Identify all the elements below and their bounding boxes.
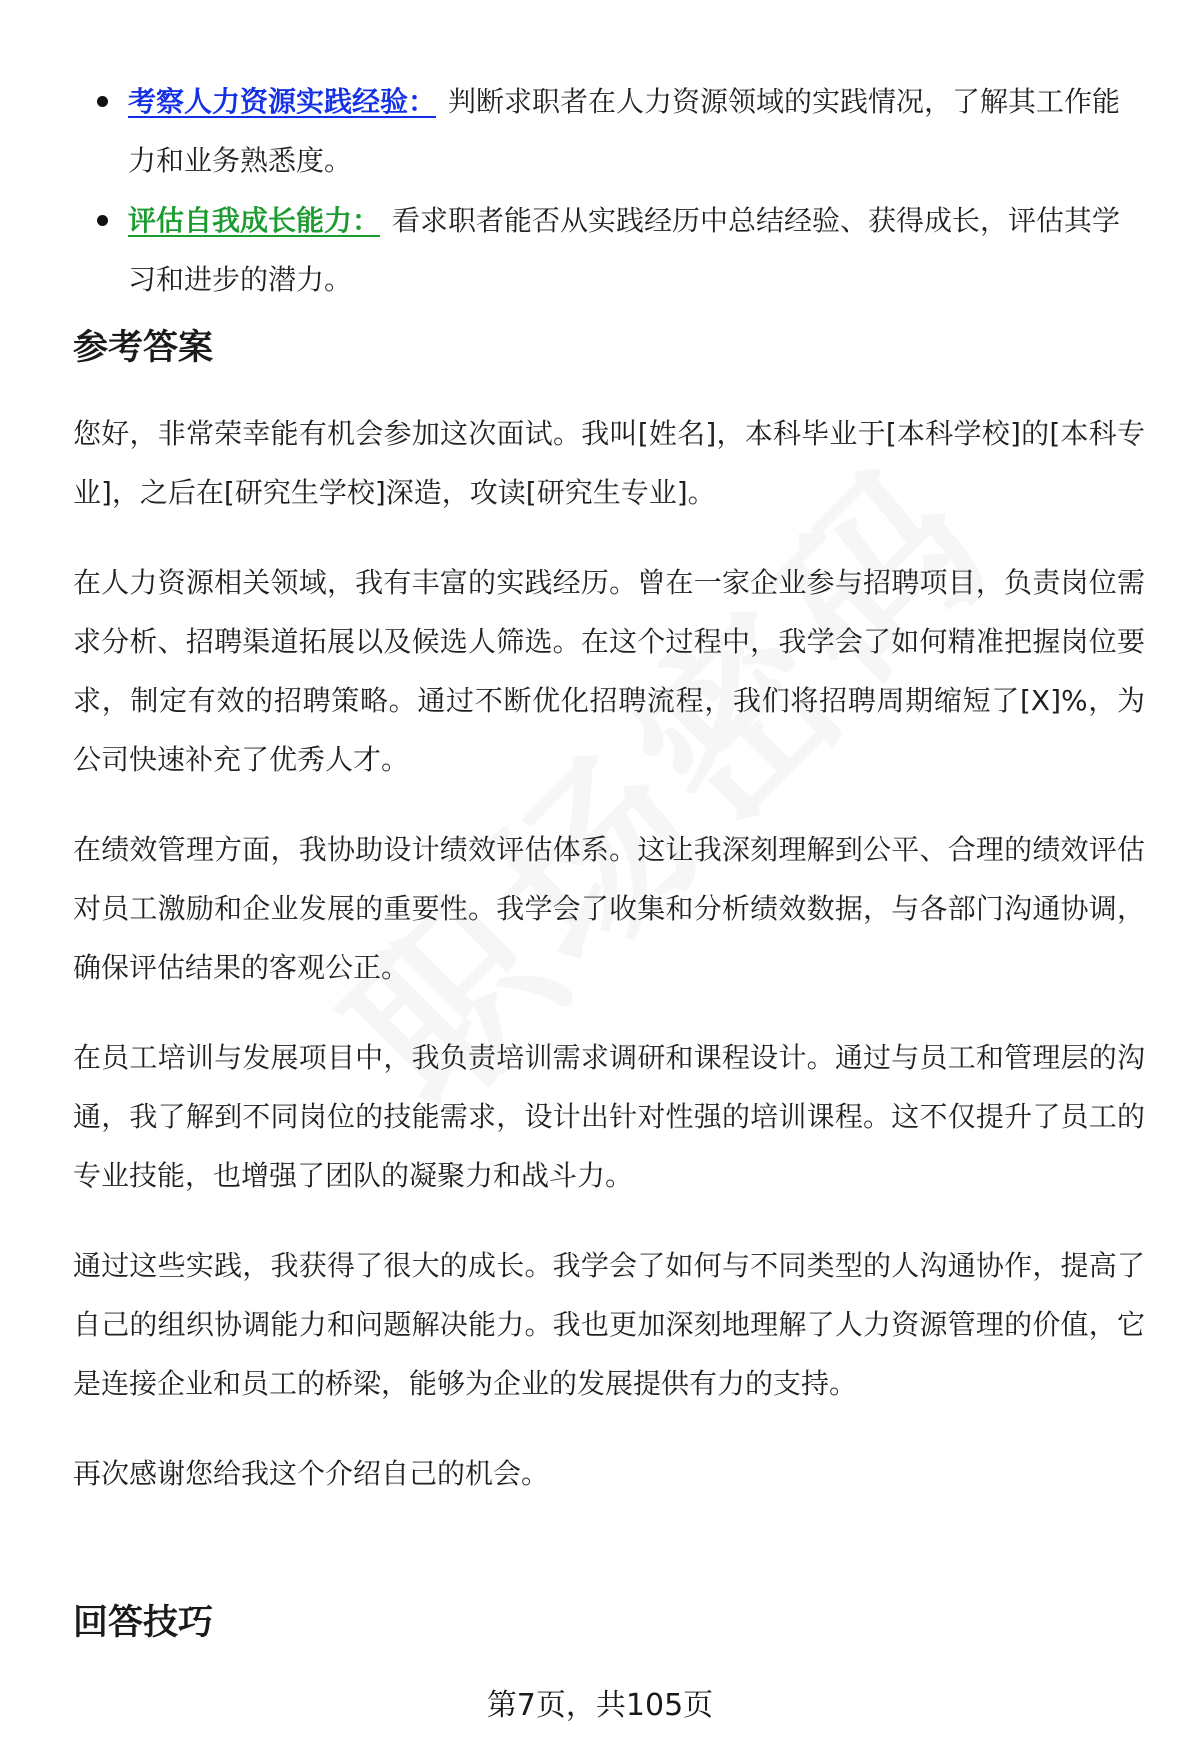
answer-paragraph: 在绩效管理方面，我协助设计绩效评估体系。这让我深刻理解到公平、合理的绩效评估对员工激励和企业发展的重要性。我学会了收集和分析绩效数据，与各部门沟通协调，确保评估结果的客观公正。 <box>73 833 1145 984</box>
bullet-item-growth <box>95 191 1140 309</box>
bullet-dot-icon <box>97 215 108 226</box>
reference-answer-heading: 参考答案 <box>73 328 214 368</box>
answer-paragraph: 在人力资源相关领域，我有丰富的实践经历。曾在一家企业参与招聘项目，负责岗位需求分析、招聘渠道拓展以及候选人筛选。在这个过程中，我学会了如何精准把握岗位要求，制定有效的招聘策略。通过不断优化招聘流程，我们将招聘周期缩短了[X]%，为公司快速补充了优秀人才。 <box>73 566 1145 776</box>
bullet-keyword: 考察人力资源实践经验： <box>128 85 437 118</box>
reference-answer-body <box>73 404 1145 1534</box>
answer-paragraph: 通过这些实践，我获得了很大的成长。我学会了如何与不同类型的人沟通协作，提高了自己的组织协调能力和问题解决能力。我也更加深刻地理解了人力资源管理的价值，它是连接企业和员工的桥梁，能够为企业的发展提供有力的支持。 <box>73 1249 1145 1400</box>
answer-paragraph: 再次感谢您给我这个介绍自己的机会。 <box>73 1457 550 1490</box>
bullet-dot-icon <box>97 96 108 107</box>
bullet-text: 看求职者能否从实践经历中总结经验、获得成长，评估其学习和进步的潜力。 <box>128 204 1121 296</box>
page-number: 第7页，共105页 <box>486 1688 714 1723</box>
bullet-text: 判断求职者在人力资源领域的实践情况，了解其工作能力和业务熟悉度。 <box>128 85 1121 177</box>
bullet-item-practice <box>95 72 1140 190</box>
bullet-keyword: 评估自我成长能力： <box>128 204 381 237</box>
evaluation-bullet-list <box>95 72 1140 309</box>
answer-paragraph: 您好，非常荣幸能有机会参加这次面试。我叫[姓名]，本科毕业于[本科学校]的[本科专业]，之后在[研究生学校]深造，攻读[研究生专业]。 <box>73 417 1145 509</box>
answer-paragraph: 在员工培训与发展项目中，我负责培训需求调研和课程设计。通过与员工和管理层的沟通，我了解到不同岗位的技能需求，设计出针对性强的培训课程。这不仅提升了员工的专业技能，也增强了团队的凝聚力和战斗力。 <box>73 1041 1145 1192</box>
answer-tips-heading: 回答技巧 <box>73 1603 214 1643</box>
